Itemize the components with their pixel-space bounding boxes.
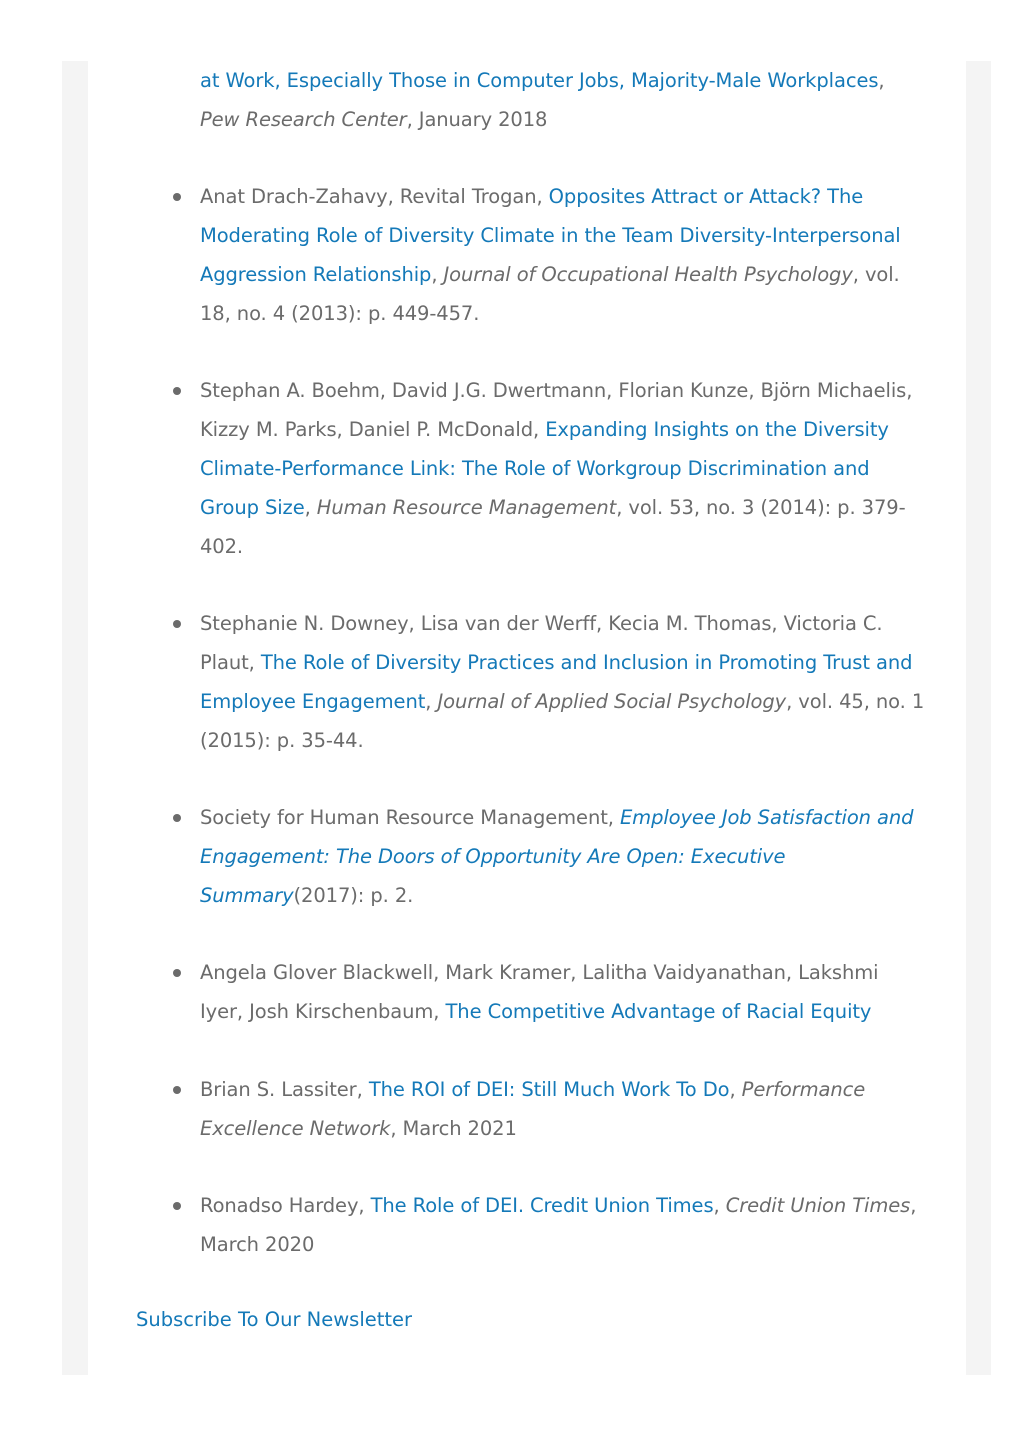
reference-authors: Anat Drach-Zahavy, Revital Trogan, <box>200 185 549 209</box>
reference-authors: Brian S. Lassiter, <box>200 1077 369 1101</box>
reference-details: (2017): p. 2. <box>293 883 414 907</box>
bullet-icon <box>173 620 181 628</box>
references-list <box>136 62 926 1265</box>
reference-title-link[interactable]: Expanding Insights on the Diversity Climate-Performance Link: The Role of Workgroup Discrimination and Group Size <box>200 418 889 519</box>
separator: , <box>713 1194 726 1218</box>
reference-item <box>200 178 926 333</box>
reference-details: , vol. 18, no. 4 (2013): p. 449-457. <box>200 262 900 325</box>
reference-authors: Ronadso Hardey, <box>200 1194 371 1218</box>
bullet-icon <box>173 387 181 395</box>
bullet-icon <box>173 193 181 201</box>
reference-source: Credit Union Times <box>725 1194 911 1218</box>
article-content <box>136 62 926 1336</box>
reference-item <box>200 1187 926 1265</box>
reference-source: Journal of Applied Social Psychology <box>437 689 787 713</box>
reference-authors: Stephan A. Boehm, David J.G. Dwertmann, Florian Kunze, Björn Michaelis, Kizzy M. Parks, Daniel P. McDonald, <box>200 379 913 442</box>
reference-details: , vol. 45, no. 1 (2015): p. 35-44. <box>200 689 925 752</box>
separator: , <box>304 495 317 519</box>
separator: , <box>878 69 885 92</box>
bullet-icon <box>173 814 181 822</box>
reference-title-link[interactable]: Opposites Attract or Attack? The Moderating Role of Diversity Climate in the Team Diversity-Interpersonal Aggression Relationship <box>200 185 901 286</box>
reference-details: , January 2018 <box>406 107 548 131</box>
reference-details: , March 2020 <box>200 1194 917 1256</box>
reference-item <box>200 62 926 140</box>
separator: , <box>431 262 444 286</box>
reference-title-link[interactable]: Employee Job Satisfaction and Engagement: The Doors of Opportunity Are Open: Executive Summary <box>200 806 914 907</box>
subscribe-newsletter-link[interactable]: Subscribe To Our Newsletter <box>136 1307 413 1331</box>
reference-title-link[interactable]: The Role of Diversity Practices and Inclusion in Promoting Trust and Employee Engagement <box>200 650 913 713</box>
reference-item <box>200 799 926 915</box>
reference-title-link[interactable]: The Competitive Advantage of Racial Equity <box>445 1000 872 1024</box>
bullet-icon <box>173 969 181 977</box>
reference-title-link[interactable]: The ROI of DEI: Still Much Work To Do <box>368 1077 730 1101</box>
bullet-icon <box>173 1202 181 1210</box>
reference-item <box>200 605 926 760</box>
reference-authors: Society for Human Resource Management, <box>200 806 620 830</box>
separator: , <box>729 1077 742 1101</box>
reference-source: Journal of Occupational Health Psychology <box>443 262 853 286</box>
reference-source: Human Resource Management <box>316 495 617 519</box>
reference-details: , vol. 53, no. 3 (2014): p. 379-402. <box>200 495 906 558</box>
reference-item <box>200 372 926 566</box>
reference-source: Performance Excellence Network <box>200 1077 866 1140</box>
reference-item <box>200 954 926 1032</box>
reference-item <box>200 1071 926 1149</box>
reference-title-link[interactable]: The Role of DEI. Credit Union Times <box>370 1194 714 1218</box>
separator: , <box>425 689 438 713</box>
reference-source: Pew Research Center <box>200 107 407 131</box>
left-gutter <box>62 61 88 1375</box>
reference-authors: Stephanie N. Downey, Lisa van der Werff, Kecia M. Thomas, Victoria C. Plaut, <box>200 612 883 674</box>
reference-details: , March 2021 <box>390 1116 517 1140</box>
bullet-icon <box>173 1086 181 1094</box>
right-gutter <box>966 61 991 1375</box>
reference-authors: Angela Glover Blackwell, Mark Kramer, Lalitha Vaidyanathan, Lakshmi Iyer, Josh Kirschenbaum, <box>200 961 879 1024</box>
reference-title-link[interactable]: at Work, Especially Those in Computer Jobs, Majority-Male Workplaces <box>200 69 879 92</box>
